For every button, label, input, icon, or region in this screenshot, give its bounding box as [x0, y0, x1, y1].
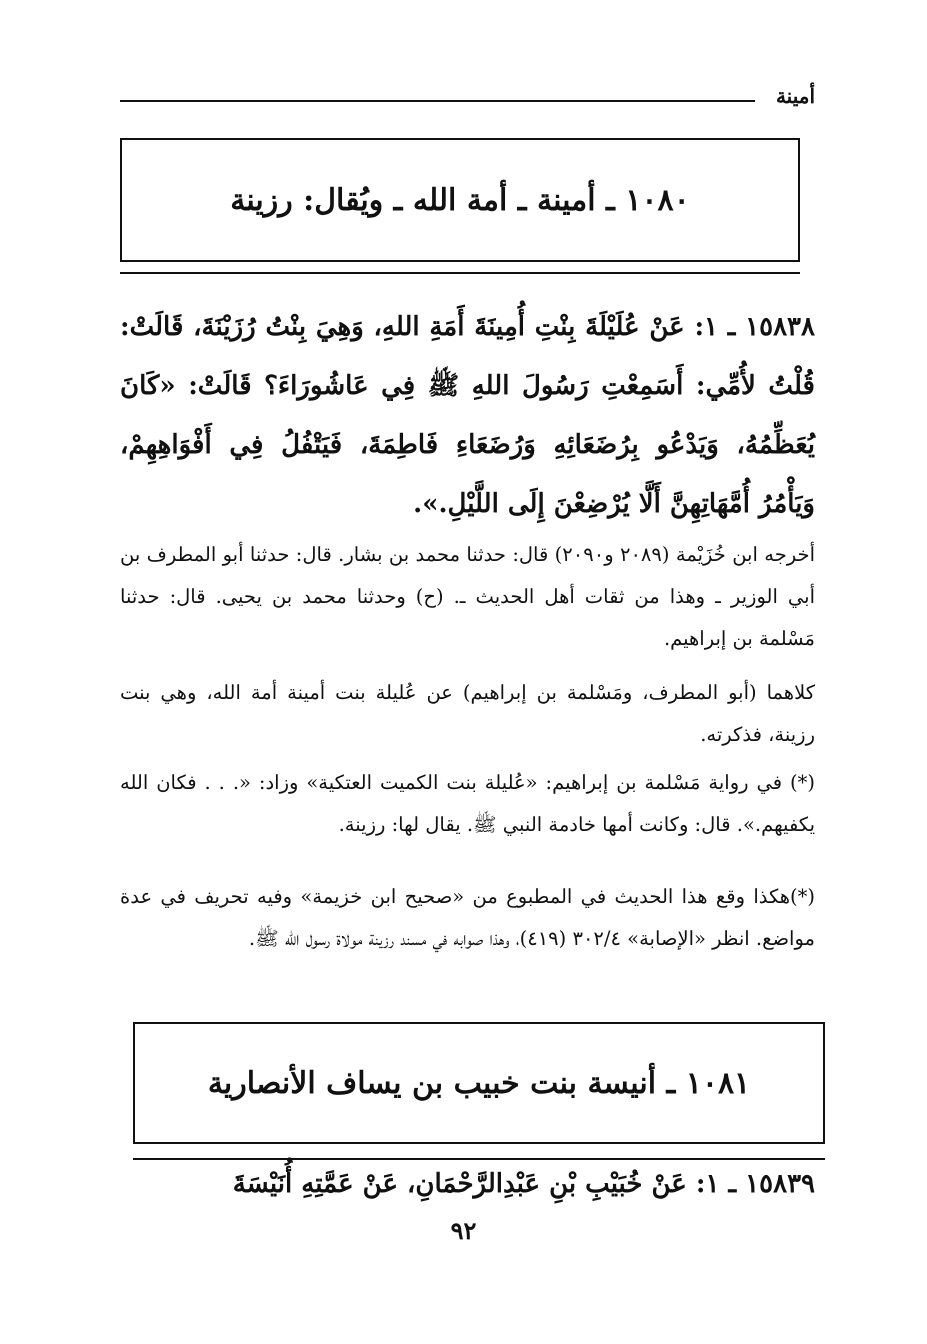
running-head-title: أمينة	[775, 84, 815, 108]
section-divider	[120, 272, 800, 274]
note-riwaya: (*) في رواية مَسْلمة بن إبراهيم: «عُليلة بنت الكميت العتكية» وزاد: «. . . فكان الله يكفيهم.». قال: وكانت أمها خادمة النبي ﷺ. يقال لها: رزينة.	[120, 771, 815, 836]
hadith-15838: ١٥٨٣٨ ـ ١: عَنْ عُلَيْلَةَ بِنْتِ أُمِينَةَ أَمَةِ اللهِ، وَهِيَ بِنْتُ رُزَيْنَةَ، قَالَتْ: قُلْتُ لأُمِّي: أَسَمِعْتِ رَسُولَ اللهِ ﷺ فِي عَاشُورَاءَ؟ قَالَتْ: «كَانَ يُعَظِّمُهُ، وَيَدْعُو بِرُضَعَائِهِ وَرُضَعَاءِ فَاطِمَةَ، فَيَتْفُلُ فِي أَفْوَاهِهِمْ، وَيَأْمُرُ أُمَّهَاتِهِنَّ أَلَّا يُرْضِعْنَ إِلَى اللَّيْلِ.».	[120, 312, 815, 519]
note-kilahuma: كلاهما (أبو المطرف، ومَسْلمة بن إبراهيم) عن عُليلة بنت أمينة أمة الله، وهي بنت رزينة، فذكرته.	[120, 681, 815, 746]
page-number: ٩٢	[450, 1216, 477, 1245]
hadith-15839: ١٥٨٣٩ ـ ١: عَنْ خُبَيْبِ بْنِ عَبْدِالرَّحْمَانِ، عَنْ عَمَّتِهِ أُنَيْسَةَ	[232, 1169, 815, 1199]
note-tahrif: (*)هكذا وقع هذا الحديث في المطبوع من «صحيح ابن خزيمة» وفيه تحريف في عدة مواضع. انظر «الإصابة» ٣٠٢/٤ (٤١٩)، وهذا صوابه في مسند رزينة مولاة رسول الله ﷺ.	[120, 885, 815, 950]
entry-heading-1080: ١٠٨٠ ـ أمينة ـ أمة الله ـ ويُقال: رزينة	[120, 138, 800, 262]
running-head	[120, 82, 815, 112]
note-takhrij: أخرجه ابن خُزَيْمة (٢٠٨٩ و٢٠٩٠) قال: حدثنا محمد بن بشار. قال: حدثنا أبو المطرف بن أبي الوزير ـ وهذا من ثقات أهل الحديث ـ. (ح) وحدثنا محمد بن يحيى. قال: حدثنا مَسْلمة بن إبراهيم.	[120, 543, 815, 650]
entry-heading-1081: ١٠٨١ ـ أنيسة بنت خبيب بن يساف الأنصارية	[133, 1022, 825, 1144]
running-head-rule	[120, 100, 755, 102]
